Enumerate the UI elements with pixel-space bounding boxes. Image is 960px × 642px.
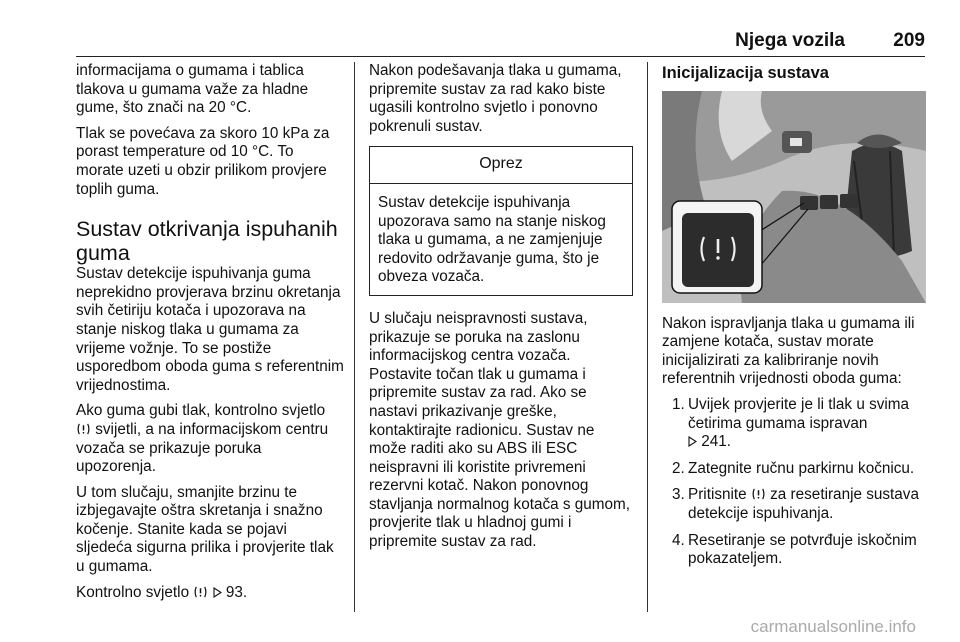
page-number: 209 [893,30,925,51]
section-heading: Inicijalizacija sustava [662,64,829,82]
step-text: Resetiranje se potvrđuje iskočnim pokazateljem. [688,531,917,568]
paragraph: Tlak se povećava za skoro 10 kPa za porast temperature od 10 °C. To morate uzeti u obzir prilikom provjere toplih guma. [76,124,330,198]
paragraph: informacijama o gumama i tablica tlakova u gumama važe za hladne gume, što znači na 20 °C. [76,62,309,117]
column-divider-2 [647,62,648,612]
column-1 [76,62,344,609]
paragraph: U slučaju neispravnosti sustava, prikazuje se poruka na zaslonu informacijskog centra vozača. Postavite točan tlak u gumama i pripremite sustav za rad. Ako se nastavi prikazivanje greške, kontaktirajte radionicu. Sustav ne može raditi ako su ABS ili ESC neispravni ili koristite privremeni rezervni kotač. Nakon ponovnog stavljanja normalnog kotača s gumom, provjerite tlak u hladnoj gumi i pripremite sustav za rad. [369,309,631,551]
steps-list [662,396,928,569]
tpms-warning-icon [76,422,91,436]
paragraph [76,402,344,476]
chapter-title: Njega vozila [735,30,845,51]
page-reference[interactable]: 241. [701,433,732,451]
step-text: Pritisnite [688,486,747,504]
page-ref-icon [688,436,697,447]
watermark: carmanualsonline.info [750,617,916,636]
paragraph: Nakon podešavanja tlaka u gumama, pripremite sustav za rad kako biste ugasili kontrolno svjetlo i ponovno pokrenuli sustav. [369,62,622,135]
step-number: 2. [672,459,685,477]
paragraph [76,584,344,603]
step-number: 1. [672,395,685,413]
tpms-warning-icon [193,585,208,599]
caution-body: Sustav detekcije ispuhivanja upozorava samo na stanje niskog tlaka u gumama, a ne zamjenjuje redovito održavanje guma, što je obveza vozača. [378,193,606,286]
page-reference[interactable]: 93. [225,583,248,601]
page-header [76,30,925,57]
list-item [662,460,928,479]
list-item [662,486,928,523]
step-text: Zategnite ručnu parkirnu kočnicu. [688,459,915,477]
list-item [662,532,928,569]
text: Kontrolno svjetlo [76,583,190,601]
tpms-button-photo [662,91,926,303]
column-divider-1 [354,62,355,612]
text: svijetli, a na informacijskom centru vozača se prikazuje poruka upozorenja. [76,420,329,476]
column-3 [662,62,928,577]
text: Ako guma gubi tlak, kontrolno svjetlo [76,402,326,420]
paragraph: Sustav detekcije ispuhivanja guma neprekidno provjerava brzinu okretanja svih četiriju kotača i upozorava na stanje niskog tlaka u gumama za vrijeme vožnje. To se postiže usporedbom oboda guma s referentnim vrijednostima. [76,265,344,394]
column-2 [369,62,633,559]
paragraph: U tom slučaju, smanjite brzinu te izbjegavajte oštra skretanja i snažno kočenje. Stanite kada se pojavi sljedeća sigurna prilika i provjerite tlak u gumama. [76,483,334,576]
tpms-warning-icon [751,487,766,501]
caution-box [369,146,633,296]
step-text: za resetiranje sustava detekcije ispuhivanja. [688,486,919,522]
caution-title: Oprez [370,147,632,184]
step-text: Uvijek provjerite je li tlak u svima četirima gumama ispravan [688,395,910,432]
step-number: 4. [672,531,685,549]
section-heading: Sustav otkrivanja ispuhanih guma [76,217,338,266]
page-ref-icon [213,587,222,598]
step-number: 3. [672,486,685,504]
paragraph: Nakon ispravljanja tlaka u gumama ili zamjene kotača, sustav morate inicijalizirati za kalibriranje novih referentnih vrijednosti oboda guma: [662,314,915,388]
list-item [662,396,928,452]
